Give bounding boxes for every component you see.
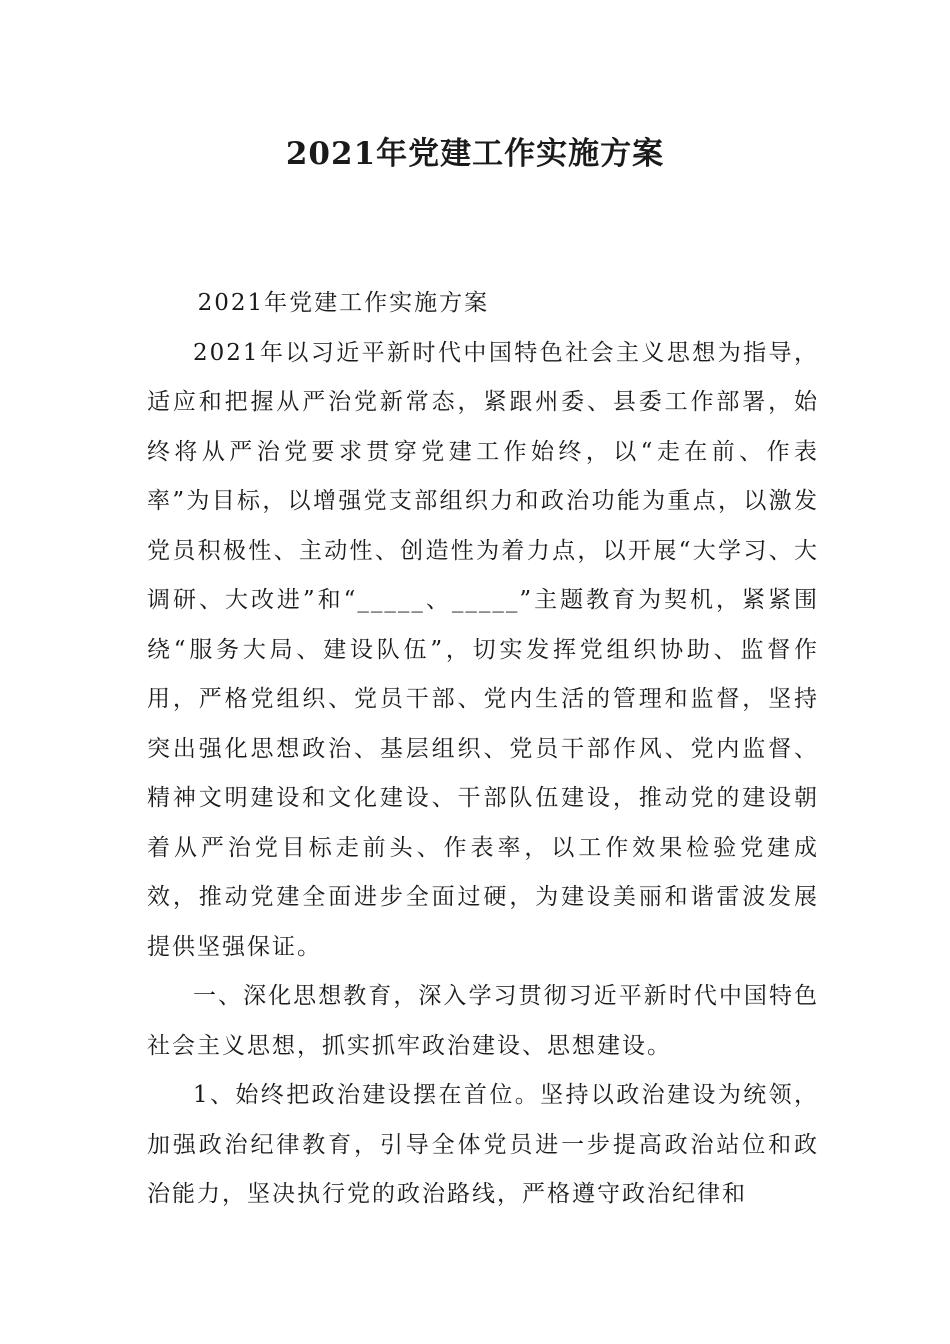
paragraph-item-1: 1、始终把政治建设摆在首位。坚持以政治建设为统领，加强政治纪律教育，引导全体党员进一步提高政治站位和政治能力，坚决执行党的政治路线，严格遵守政治纪律和 — [147, 1082, 819, 1207]
paragraph-section-1-heading: 一、深化思想教育，深入学习贯彻习近平新时代中国特色社会主义思想，抓实抓牢政治建设、思想建设。 — [147, 983, 819, 1059]
document-title: 2021年党建工作实施方案 — [285, 136, 665, 172]
paragraph-intro: 2021年以习近平新时代中国特色社会主义思想为指导，适应和把握从严治党新常态，紧跟州委、县委工作部署，始终将从严治党要求贯穿党建工作始终，以“走在前、作表率”为目标，以增强党支部组织力和政治功能为重点，以激发党员积极性、主动性、创造性为着力点，以开展“大学习、大调研、大改进”和“_____、_____”主题教育为契机，紧紧围绕“服务大局、建设队伍”，切实发挥党组织协助、监督作用，严格党组织、党员干部、党内生活的管理和监督，坚持突出强化思想政治、基层组织、党员干部作风、党内监督、精神文明建设和文化建设、干部队伍建设，推动党的建设朝着从严治党目标走前头、作表率，以工作效果检验党建成效，推动党建全面进步全面过硬，为建设美丽和谐雷波发展提供坚强保证。 — [147, 339, 819, 960]
document-body — [147, 279, 819, 1220]
body-subtitle: 2021年党建工作实施方案 — [197, 290, 490, 316]
